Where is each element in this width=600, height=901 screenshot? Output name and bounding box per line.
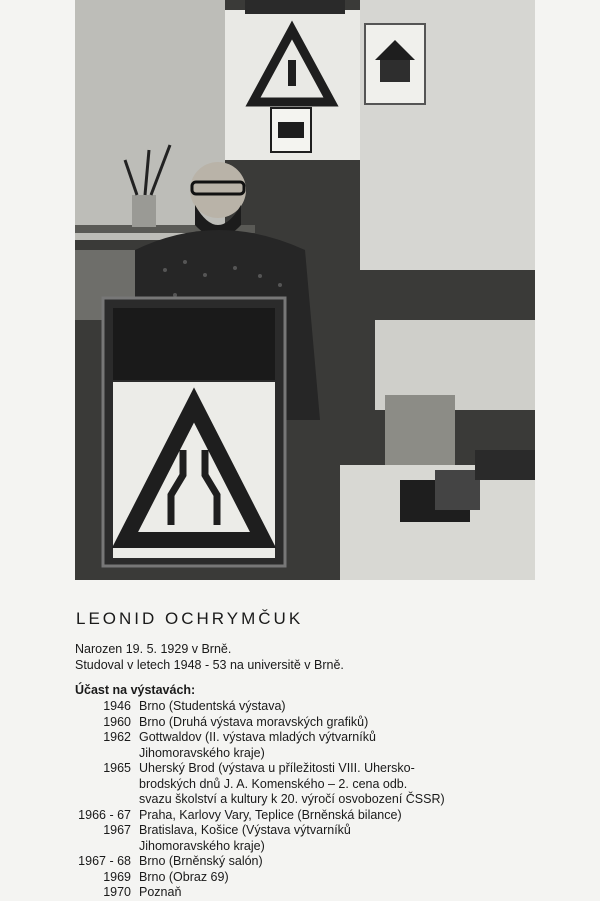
exhibition-row bbox=[75, 854, 545, 870]
exhibition-row bbox=[75, 823, 545, 854]
exhibition-row bbox=[75, 761, 545, 808]
artist-bio bbox=[75, 641, 344, 673]
exhibition-line: Poznaň bbox=[139, 885, 182, 899]
exhibitions-list bbox=[75, 699, 545, 901]
exhibition-description bbox=[139, 761, 545, 808]
exhibition-description bbox=[139, 808, 545, 824]
exhibition-line: Uherský Brod (výstava u příležitosti VIII. Uhersko- bbox=[139, 761, 415, 775]
studio-photo-image bbox=[75, 0, 535, 580]
exhibition-line: Praha, Karlovy Vary, Teplice (Brněnská bilance) bbox=[139, 807, 402, 822]
birth-line: Narozen 19. 5. 1929 v Brně. bbox=[75, 642, 232, 656]
exhibition-year: 1960 bbox=[103, 714, 131, 729]
exhibition-description bbox=[139, 885, 545, 901]
exhibition-description bbox=[139, 823, 545, 854]
exhibition-line: Jihomoravského kraje) bbox=[139, 838, 265, 853]
artist-name: LEONID OCHRYMČUK bbox=[76, 609, 304, 628]
exhibition-line: Brno (Brněnský salón) bbox=[139, 854, 263, 868]
exhibition-year: 1967 - 68 bbox=[78, 854, 131, 868]
exhibition-line: Brno (Obraz 69) bbox=[139, 869, 229, 884]
exhibition-year: 1946 bbox=[103, 699, 131, 713]
exhibition-year: 1967 bbox=[103, 823, 131, 837]
studio-photo bbox=[75, 0, 535, 580]
exhibition-description bbox=[139, 715, 545, 731]
exhibition-line: svazu školství a kultury k 20. výročí osvobození ČSSR) bbox=[139, 792, 445, 806]
exhibition-description bbox=[139, 730, 545, 761]
exhibition-year: 1965 bbox=[103, 761, 131, 775]
exhibition-year: 1966 - 67 bbox=[78, 807, 131, 822]
exhibition-description bbox=[139, 699, 545, 715]
exhibition-row bbox=[75, 730, 545, 761]
exhibition-line: brodských dnů J. A. Komenského – 2. cena odb. bbox=[139, 776, 408, 791]
exhibition-description bbox=[139, 870, 545, 886]
exhibition-line: Brno (Druhá výstava moravských grafiků) bbox=[139, 714, 369, 729]
exhibition-year: 1969 bbox=[103, 869, 131, 884]
exhibition-line: Jihomoravského kraje) bbox=[139, 745, 265, 760]
exhibition-year: 1962 bbox=[103, 730, 131, 744]
exhibition-row bbox=[75, 715, 545, 731]
exhibition-row bbox=[75, 808, 545, 824]
exhibition-description bbox=[139, 854, 545, 870]
exhibition-row bbox=[75, 699, 545, 715]
exhibition-line: Brno (Studentská výstava) bbox=[139, 699, 286, 713]
exhibition-row bbox=[75, 885, 545, 901]
exhibition-line: Gottwaldov (II. výstava mladých výtvarníků bbox=[139, 730, 376, 744]
study-line: Studoval v letech 1948 - 53 na universitě v Brně. bbox=[75, 658, 344, 672]
exhibitions-title: Účast na výstavách: bbox=[75, 683, 196, 697]
exhibition-year: 1970 bbox=[103, 885, 131, 899]
exhibition-row bbox=[75, 870, 545, 886]
exhibition-line: Bratislava, Košice (Výstava výtvarníků bbox=[139, 823, 351, 837]
